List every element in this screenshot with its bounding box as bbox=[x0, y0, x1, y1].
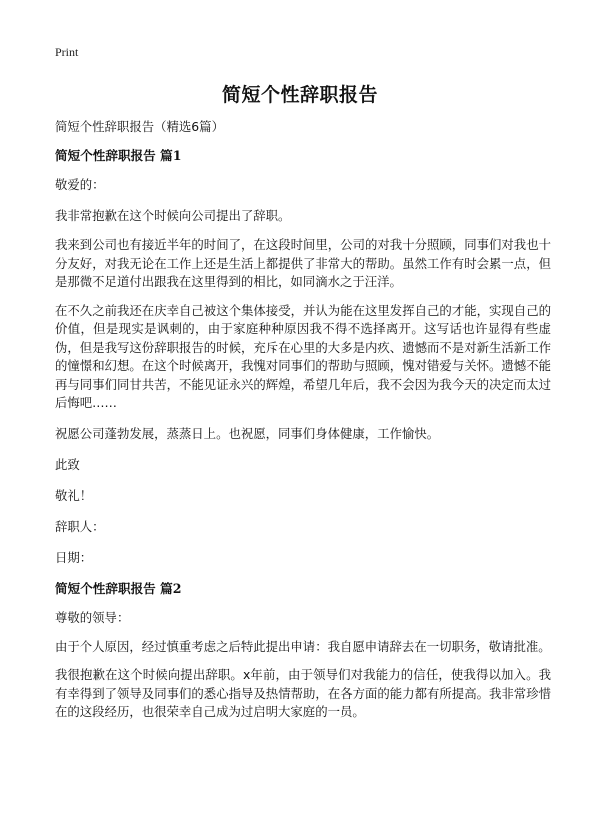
salutation: 敬爱的： bbox=[55, 177, 105, 192]
closing-line: 敬礼！ bbox=[55, 487, 93, 503]
paragraph: 我很抱歉在这个时候向提出辞职。x年前，由于领导们对我能力的信任，使我得以加入。我有幸得到了领导及同事们的悉心指导及热情帮助，在各方面的能力都有所提高。我非常珍惜在的这段经历，也很荣幸自己成为过启明大家庭的一员。 bbox=[55, 667, 551, 719]
closing-line: 此致 bbox=[55, 456, 80, 472]
paragraph: 祝愿公司蓬勃发展，蒸蒸日上。也祝愿，同事们身体健康，工作愉快。 bbox=[55, 425, 440, 441]
print-label: Print bbox=[55, 45, 79, 59]
signature-line: 辞职人： bbox=[55, 518, 105, 534]
section-heading: 简短个性辞职报告 篇2 bbox=[55, 580, 182, 596]
section-heading: 简短个性辞职报告 篇1 bbox=[55, 148, 182, 163]
paragraph: 我来到公司也有接近半年的时间了，在这段时间里，公司的对我十分照顾，同事们对我也十分友好，对我无论在工作上还是生活上都提供了非常大的帮助。虽然工作有时会累一点，但是那微不足道付出跟我在这里得到的相比，如同滴水之于汪洋。 bbox=[55, 237, 551, 289]
paragraph: 在不久之前我还在庆幸自己被这个集体接受，并认为能在这里发挥自己的才能，实现自己的价值，但是现实是讽刺的，由于家庭种种原因我不得不选择离开。这写话也许显得有些虚伪，但是我写这份辞职报告的时候，充斥在心里的大多是内疚、遗憾而不是对新生活新工作的憧憬和幻想。在这个时候离开，我愧对同事们的帮助与照顾，愧对错爱与关怀。遗憾不能再与同事们同甘共苦，不能见证永兴的辉煌，希望几年后，我不会因为我今天的决定而太过后悔吧…… bbox=[55, 302, 551, 410]
paragraph: 我非常抱歉在这个时候向公司提出了辞职。 bbox=[55, 208, 291, 223]
paragraph: 由于个人原因，经过慎重考虑之后特此提出申请：我自愿申请辞去在一切职务，敬请批准。 bbox=[55, 638, 551, 654]
document-title: 简短个性辞职报告 bbox=[221, 84, 378, 106]
date-line: 日期： bbox=[55, 549, 93, 565]
document-body bbox=[55, 116, 551, 732]
salutation: 尊敬的领导： bbox=[55, 609, 130, 625]
document-subtitle: 简短个性辞职报告（精选6篇） bbox=[55, 119, 224, 134]
